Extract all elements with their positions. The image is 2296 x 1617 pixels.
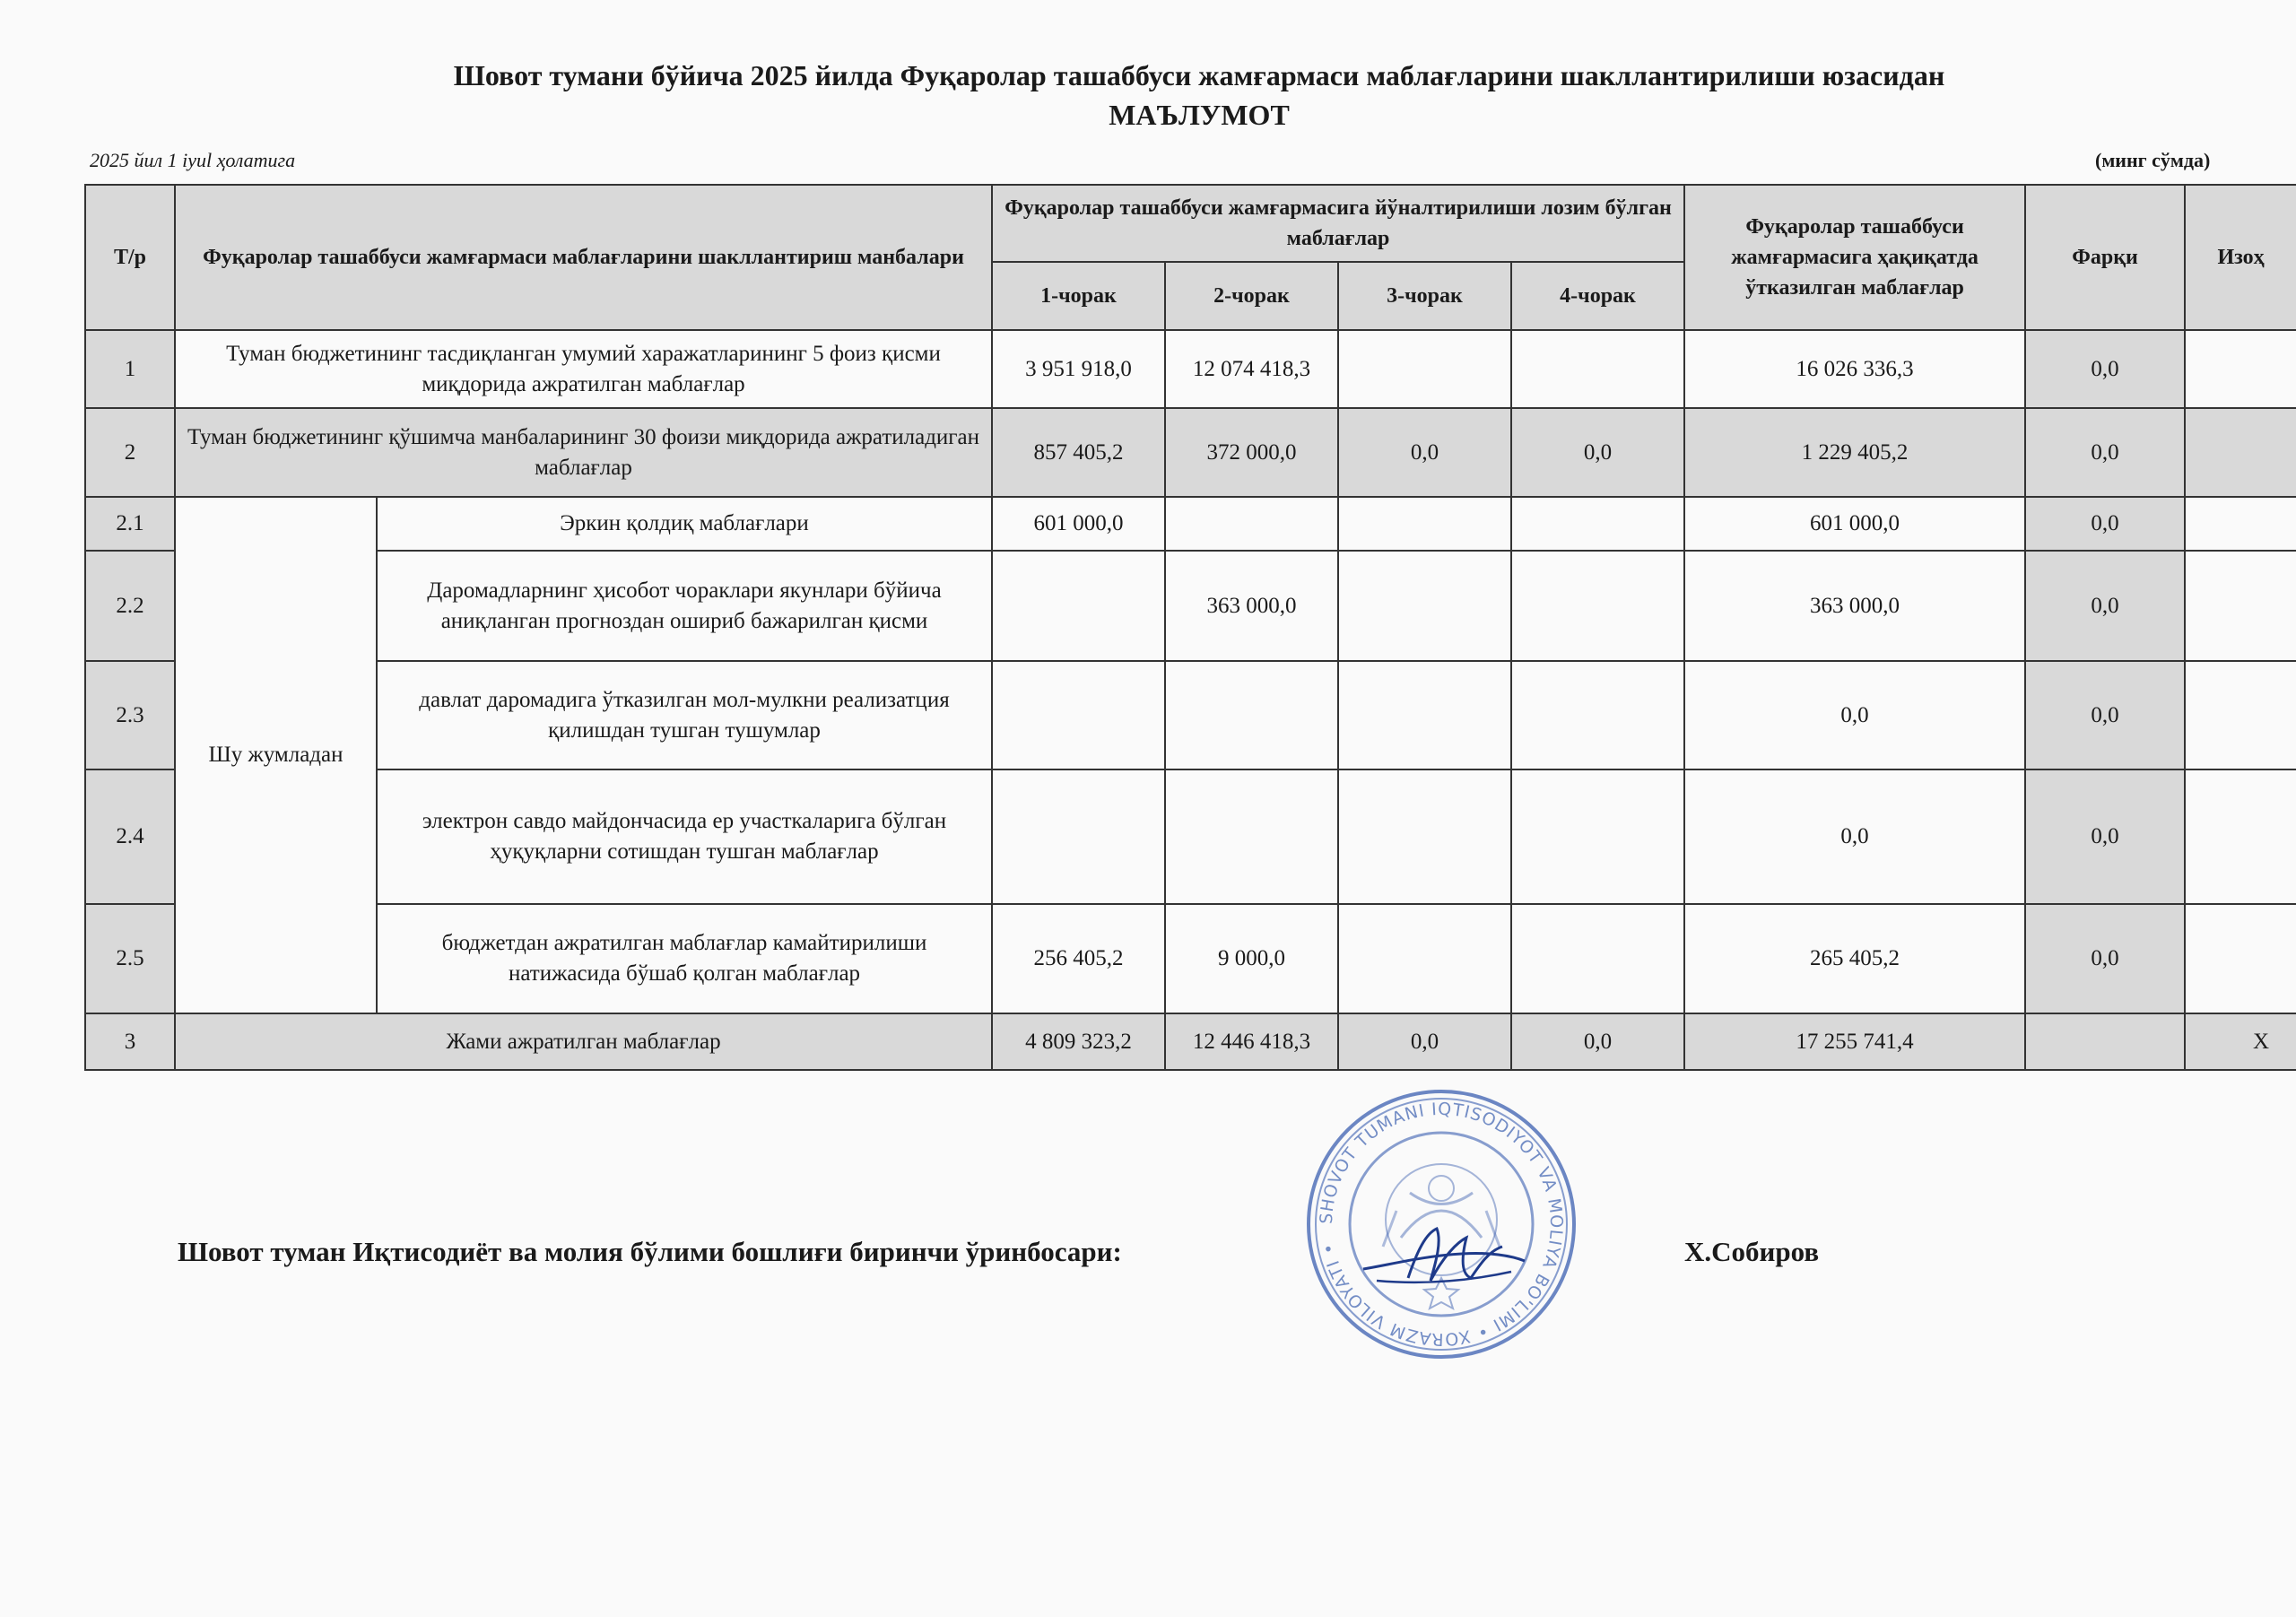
row-q2 xyxy=(1165,497,1338,551)
signer-position: Шовот туман Иқтисодиёт ва молия бўлими бошлиғи биринчи ўринбосари: xyxy=(178,1236,1122,1267)
row-q2: 9 000,0 xyxy=(1165,904,1338,1013)
row-diff: 0,0 xyxy=(2025,904,2185,1013)
header-row-1 xyxy=(85,185,2296,262)
header-planned: Фуқаролар ташаббуси жамғармасига йўналтирилиши лозим бўлган маблағлар xyxy=(992,185,1684,262)
row-q2 xyxy=(1165,661,1338,769)
header-actual: Фуқаролар ташаббуси жамғармасига ҳақиқатда ўтказилган маблағлар xyxy=(1684,185,2025,330)
row-actual: 265 405,2 xyxy=(1684,904,2025,1013)
header-num: Т/р xyxy=(85,185,175,330)
row-note xyxy=(2185,904,2296,1013)
date-note: 2025 йил 1 iyul ҳолатига xyxy=(90,149,296,171)
row-actual: 17 255 741,4 xyxy=(1684,1013,2025,1070)
header-diff: Фарқи xyxy=(2025,185,2185,330)
row-diff xyxy=(2025,1013,2185,1070)
row-note xyxy=(2185,551,2296,661)
row-note xyxy=(2185,330,2296,408)
row-q3: 0,0 xyxy=(1338,1013,1511,1070)
table-row xyxy=(85,497,2296,551)
title-line-2: МАЪЛУМОТ xyxy=(1109,99,1290,131)
table-row xyxy=(85,661,2296,769)
row-q4 xyxy=(1511,497,1684,551)
row-source: Жами ажратилган маблағлар xyxy=(175,1013,992,1070)
row-q3: 0,0 xyxy=(1338,408,1511,497)
row-diff: 0,0 xyxy=(2025,497,2185,551)
row-note xyxy=(2185,497,2296,551)
row-q4 xyxy=(1511,904,1684,1013)
table-row xyxy=(85,408,2296,497)
row-q3 xyxy=(1338,661,1511,769)
row-num: 2.2 xyxy=(85,551,175,661)
row-diff: 0,0 xyxy=(2025,330,2185,408)
row-num: 2.1 xyxy=(85,497,175,551)
row-source: Эркин қолдиқ маблағлари xyxy=(377,497,992,551)
header-q2: 2-чорак xyxy=(1165,262,1338,330)
row-q1: 4 809 323,2 xyxy=(992,1013,1165,1070)
row-actual: 0,0 xyxy=(1684,769,2025,904)
row-diff: 0,0 xyxy=(2025,661,2185,769)
header-q3: 3-чорак xyxy=(1338,262,1511,330)
row-q1: 3 951 918,0 xyxy=(992,330,1165,408)
row-q4 xyxy=(1511,661,1684,769)
header-q1: 1-чорак xyxy=(992,262,1165,330)
document-title xyxy=(0,56,2296,135)
row-note xyxy=(2185,661,2296,769)
row-q3 xyxy=(1338,497,1511,551)
row-note: Х xyxy=(2185,1013,2296,1070)
funds-table xyxy=(84,184,2296,1071)
row-note xyxy=(2185,408,2296,497)
row-q4 xyxy=(1511,769,1684,904)
table-row-total xyxy=(85,1013,2296,1070)
row-actual: 1 229 405,2 xyxy=(1684,408,2025,497)
row-q1 xyxy=(992,551,1165,661)
row-actual: 601 000,0 xyxy=(1684,497,2025,551)
row-source: Туман бюджетининг қўшимча манбаларининг 30 фоизи миқдорида ажратиладиган маблағлар xyxy=(175,408,992,497)
row-num: 3 xyxy=(85,1013,175,1070)
title-line-1: Шовот тумани бўйича 2025 йилда Фуқаролар ташаббуси жамғармаси маблағларини шакллантирилиши юзасидан xyxy=(453,59,1945,91)
row-q4 xyxy=(1511,551,1684,661)
row-q2: 363 000,0 xyxy=(1165,551,1338,661)
row-actual: 0,0 xyxy=(1684,661,2025,769)
signer-name: Х.Собиров xyxy=(1684,1236,1820,1267)
row-q1: 256 405,2 xyxy=(992,904,1165,1013)
row-note xyxy=(2185,769,2296,904)
unit-note: (минг сўмда) xyxy=(2095,149,2211,171)
row-q2: 372 000,0 xyxy=(1165,408,1338,497)
signature-icon xyxy=(1354,1202,1534,1300)
table-row xyxy=(85,330,2296,408)
row-actual: 16 026 336,3 xyxy=(1684,330,2025,408)
row-q3 xyxy=(1338,551,1511,661)
row-num: 2.4 xyxy=(85,769,175,904)
row-q4 xyxy=(1511,330,1684,408)
row-source: электрон савдо майдончасида ер участкаларига бўлган ҳуқуқларни сотишдан тушган маблағлар xyxy=(377,769,992,904)
table-row xyxy=(85,769,2296,904)
row-q1 xyxy=(992,769,1165,904)
row-source: бюджетдан ажратилган маблағлар камайтирилиши натижасида бўшаб қолган маблағлар xyxy=(377,904,992,1013)
table-row xyxy=(85,551,2296,661)
row-num: 2 xyxy=(85,408,175,497)
row-num: 2.3 xyxy=(85,661,175,769)
row-diff: 0,0 xyxy=(2025,769,2185,904)
row-actual: 363 000,0 xyxy=(1684,551,2025,661)
row-diff: 0,0 xyxy=(2025,551,2185,661)
row-q3 xyxy=(1338,904,1511,1013)
row-num: 2.5 xyxy=(85,904,175,1013)
header-q4: 4-чорак xyxy=(1511,262,1684,330)
row-q2: 12 446 418,3 xyxy=(1165,1013,1338,1070)
row-q4: 0,0 xyxy=(1511,408,1684,497)
row-q1: 601 000,0 xyxy=(992,497,1165,551)
row-num: 1 xyxy=(85,330,175,408)
row-q1: 857 405,2 xyxy=(992,408,1165,497)
row-q4: 0,0 xyxy=(1511,1013,1684,1070)
table-row xyxy=(85,904,2296,1013)
row-q2 xyxy=(1165,769,1338,904)
row-q3 xyxy=(1338,769,1511,904)
sub-group-label: Шу жумладан xyxy=(175,497,377,1013)
row-q3 xyxy=(1338,330,1511,408)
row-source: Даромадларнинг ҳисобот чораклари якунлари бўйича аниқланган прогноздан ошириб бажарилган қисми xyxy=(377,551,992,661)
row-source: давлат даромадига ўтказилган мол-мулкни реализатция қилишдан тушган тушумлар xyxy=(377,661,992,769)
header-note: Изоҳ xyxy=(2185,185,2296,330)
row-q1 xyxy=(992,661,1165,769)
row-source: Туман бюджетининг тасдиқланган умумий харажатларининг 5 фоиз қисми миқдорида ажратилган маблағлар xyxy=(175,330,992,408)
row-diff: 0,0 xyxy=(2025,408,2185,497)
header-source: Фуқаролар ташаббуси жамғармаси маблағларини шакллантириш манбалари xyxy=(175,185,992,330)
row-q2: 12 074 418,3 xyxy=(1165,330,1338,408)
svg-text:SHOVOT TUMANI IQTISODIYOT VA M: SHOVOT TUMANI IQTISODIYOT VA MOLIYA BO'LIMI • XORAZM VILOYATI • xyxy=(1316,1099,1567,1350)
